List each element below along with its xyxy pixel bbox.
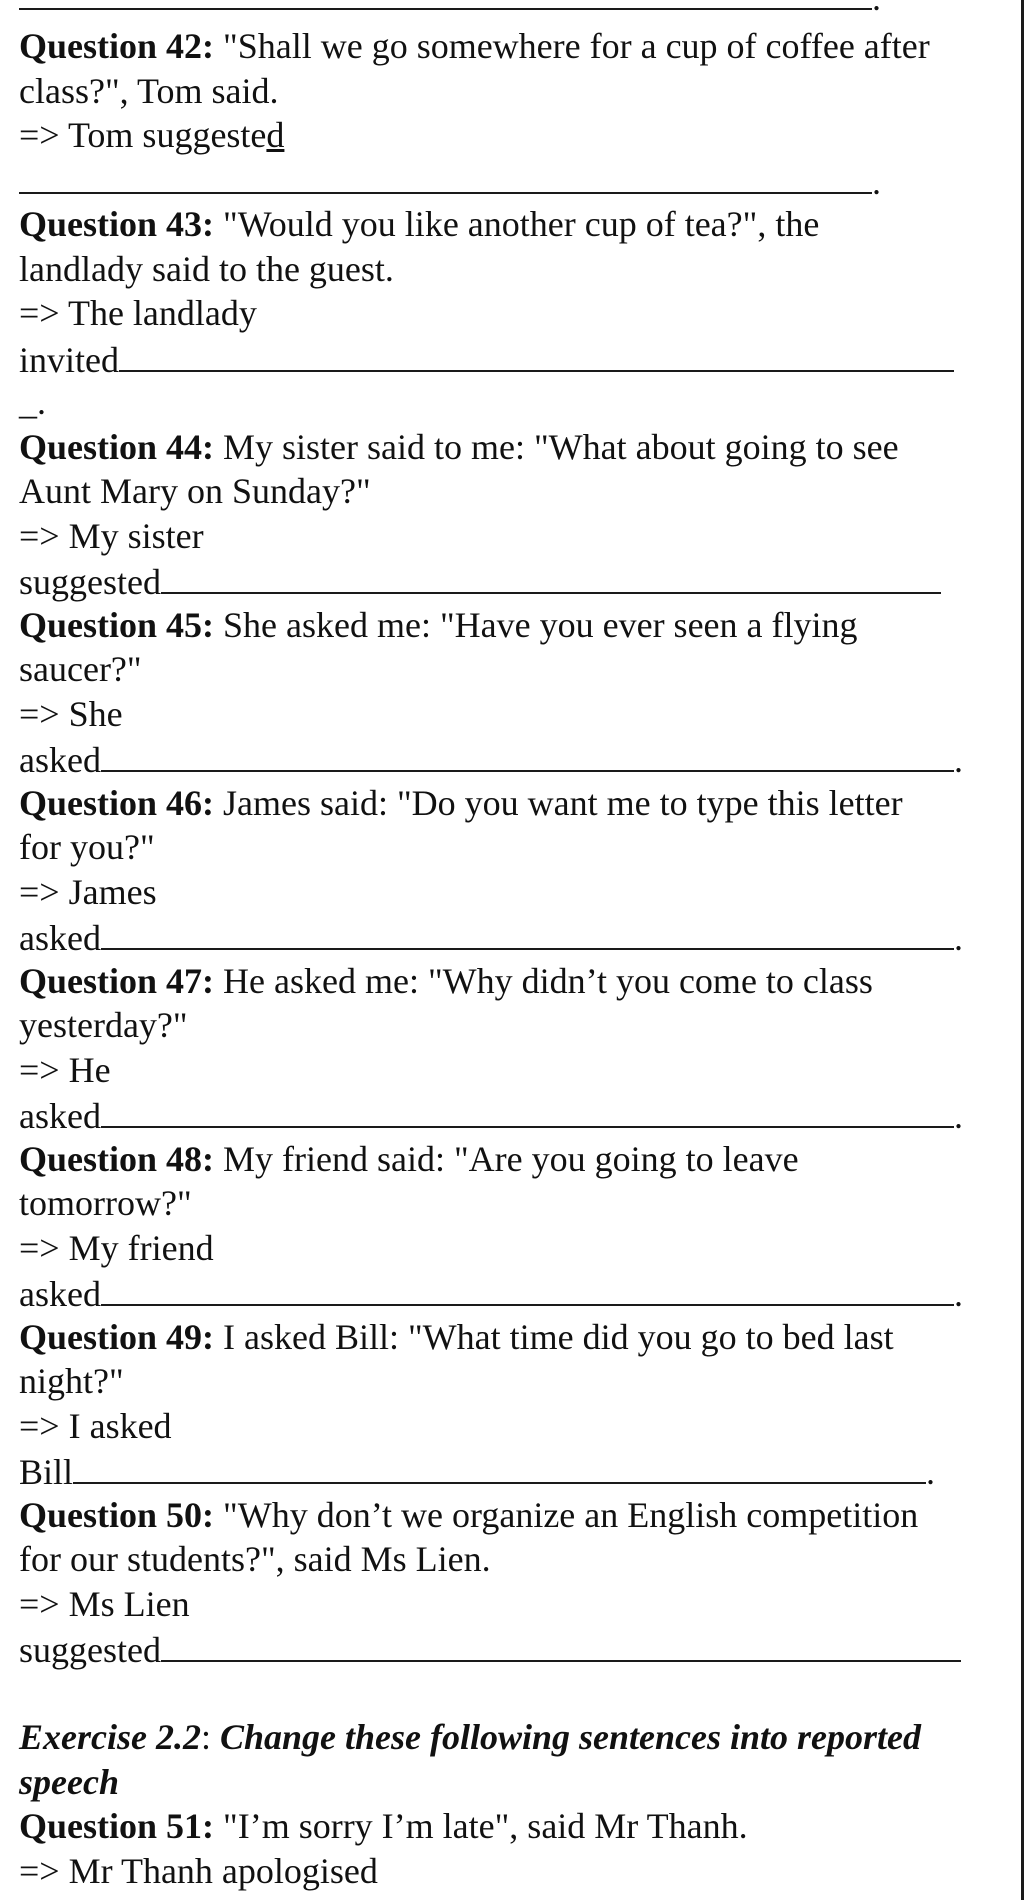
worksheet-content <box>19 0 969 1893</box>
answer-blank[interactable] <box>161 558 941 594</box>
answer-blank[interactable] <box>19 158 872 194</box>
question-label: Question 48: <box>19 1138 215 1179</box>
answer-blank[interactable] <box>101 736 954 772</box>
exercise-heading <box>19 1715 969 1804</box>
answer-blank-line: Bill . <box>19 1448 969 1493</box>
question-prompt: James said: "Do you want me to type this letter <box>214 782 903 823</box>
question-50 <box>19 1493 969 1671</box>
answer-blank-line: asked . <box>19 1092 969 1137</box>
question-prompt: "I’m sorry I’m late", said Mr Thanh. <box>214 1806 748 1846</box>
answer-prefix: => My sister <box>19 515 204 556</box>
answer-prefix: => I asked <box>19 1405 172 1446</box>
answer-verb: suggested <box>19 1630 161 1670</box>
question-47 <box>19 959 969 1137</box>
answer-blank[interactable] <box>73 1448 926 1484</box>
question-prompt-cont: yesterday?" <box>19 1005 188 1045</box>
answer-verb: asked <box>19 740 101 780</box>
question-51 <box>19 1804 969 1893</box>
answer-blank[interactable] <box>19 0 872 10</box>
answer-prefix: => Mr Thanh apologised <box>19 1850 378 1891</box>
exercise-label: Exercise 2.2 <box>19 1717 201 1757</box>
answer-blank-line: asked . <box>19 914 969 959</box>
answer-blank[interactable] <box>101 1270 954 1306</box>
answer-verb: invited <box>19 339 119 380</box>
question-prompt: My friend said: "Are you going to leave <box>214 1138 799 1179</box>
question-46 <box>19 781 969 959</box>
question-prompt-cont: for you?" <box>19 827 155 867</box>
question-49 <box>19 1315 969 1493</box>
answer-blank-line <box>19 336 969 381</box>
question-prompt-cont: landlady said to the guest. <box>19 248 394 289</box>
question-42 <box>19 24 969 202</box>
question-43 <box>19 202 969 425</box>
question-48 <box>19 1137 969 1315</box>
answer-blank-line: asked . <box>19 736 969 781</box>
question-label: Question 46: <box>19 782 215 823</box>
question-label: Question 50: <box>19 1494 215 1535</box>
question-label: Question 42: <box>19 26 215 66</box>
question-prompt-cont: tomorrow?" <box>19 1183 192 1223</box>
question-prompt: I asked Bill: "What time did you go to bed last <box>214 1316 894 1357</box>
answer-prefix: => He <box>19 1049 111 1090</box>
question-45 <box>19 603 969 781</box>
exercise-title-cont: speech <box>19 1761 119 1802</box>
question-label: Question 51: <box>19 1806 215 1846</box>
answer-blank-line <box>19 1626 969 1671</box>
answer-verb: asked <box>19 1096 101 1136</box>
answer-prefix: => James <box>19 871 157 912</box>
answer-blank[interactable] <box>101 914 954 950</box>
answer-verb: asked <box>19 1274 101 1314</box>
question-prompt-cont: saucer?" <box>19 649 142 689</box>
answer-verb: asked <box>19 918 101 958</box>
question-prompt-cont: night?" <box>19 1361 124 1401</box>
exercise-colon: : <box>200 1717 211 1757</box>
answer-blank-line <box>19 558 969 603</box>
answer-prefix: => She <box>19 693 123 734</box>
question-prompt: She asked me: "Have you ever seen a flying <box>214 604 858 645</box>
answer-prefix: => Tom suggeste <box>19 115 267 155</box>
answer-blank[interactable] <box>161 1626 961 1662</box>
question-prompt: "Would you like another cup of tea?", the <box>214 204 820 244</box>
answer-blank[interactable] <box>119 336 954 372</box>
answer-prefix: => The landlady <box>19 293 257 333</box>
answer-verb: Bill <box>19 1452 74 1492</box>
question-label: Question 45: <box>19 604 215 645</box>
question-label: Question 43: <box>19 204 215 244</box>
answer-prefix: => Ms Lien <box>19 1583 190 1624</box>
question-label: Question 49: <box>19 1316 215 1357</box>
answer-underlined-letter: d <box>266 115 285 155</box>
question-label: Question 44: <box>19 426 215 467</box>
question-prompt: He asked me: "Why didn’t you come to class <box>214 960 873 1001</box>
question-44 <box>19 425 969 603</box>
question-label: Question 47: <box>19 960 215 1001</box>
question-prompt-cont: for our students?", said Ms Lien. <box>19 1539 491 1579</box>
answer-tail: _. <box>19 382 46 422</box>
question-prompt-cont: class?", Tom said. <box>19 70 279 111</box>
answer-prefix: => My friend <box>19 1227 214 1268</box>
exercise-title: Change these following sentences into reported <box>210 1717 922 1757</box>
question-prompt: My sister said to me: "What about going to see <box>214 426 899 467</box>
question-prompt: "Why don’t we organize an English competition <box>214 1494 919 1535</box>
answer-blank-line: asked . <box>19 1270 969 1315</box>
question-prompt-cont: Aunt Mary on Sunday?" <box>19 471 371 511</box>
question-prompt: "Shall we go somewhere for a cup of coffee after <box>214 26 930 66</box>
answer-blank-line: . <box>19 158 969 203</box>
answer-blank[interactable] <box>101 1092 954 1128</box>
section-spacer <box>19 1671 969 1716</box>
answer-verb: suggested <box>19 562 161 602</box>
